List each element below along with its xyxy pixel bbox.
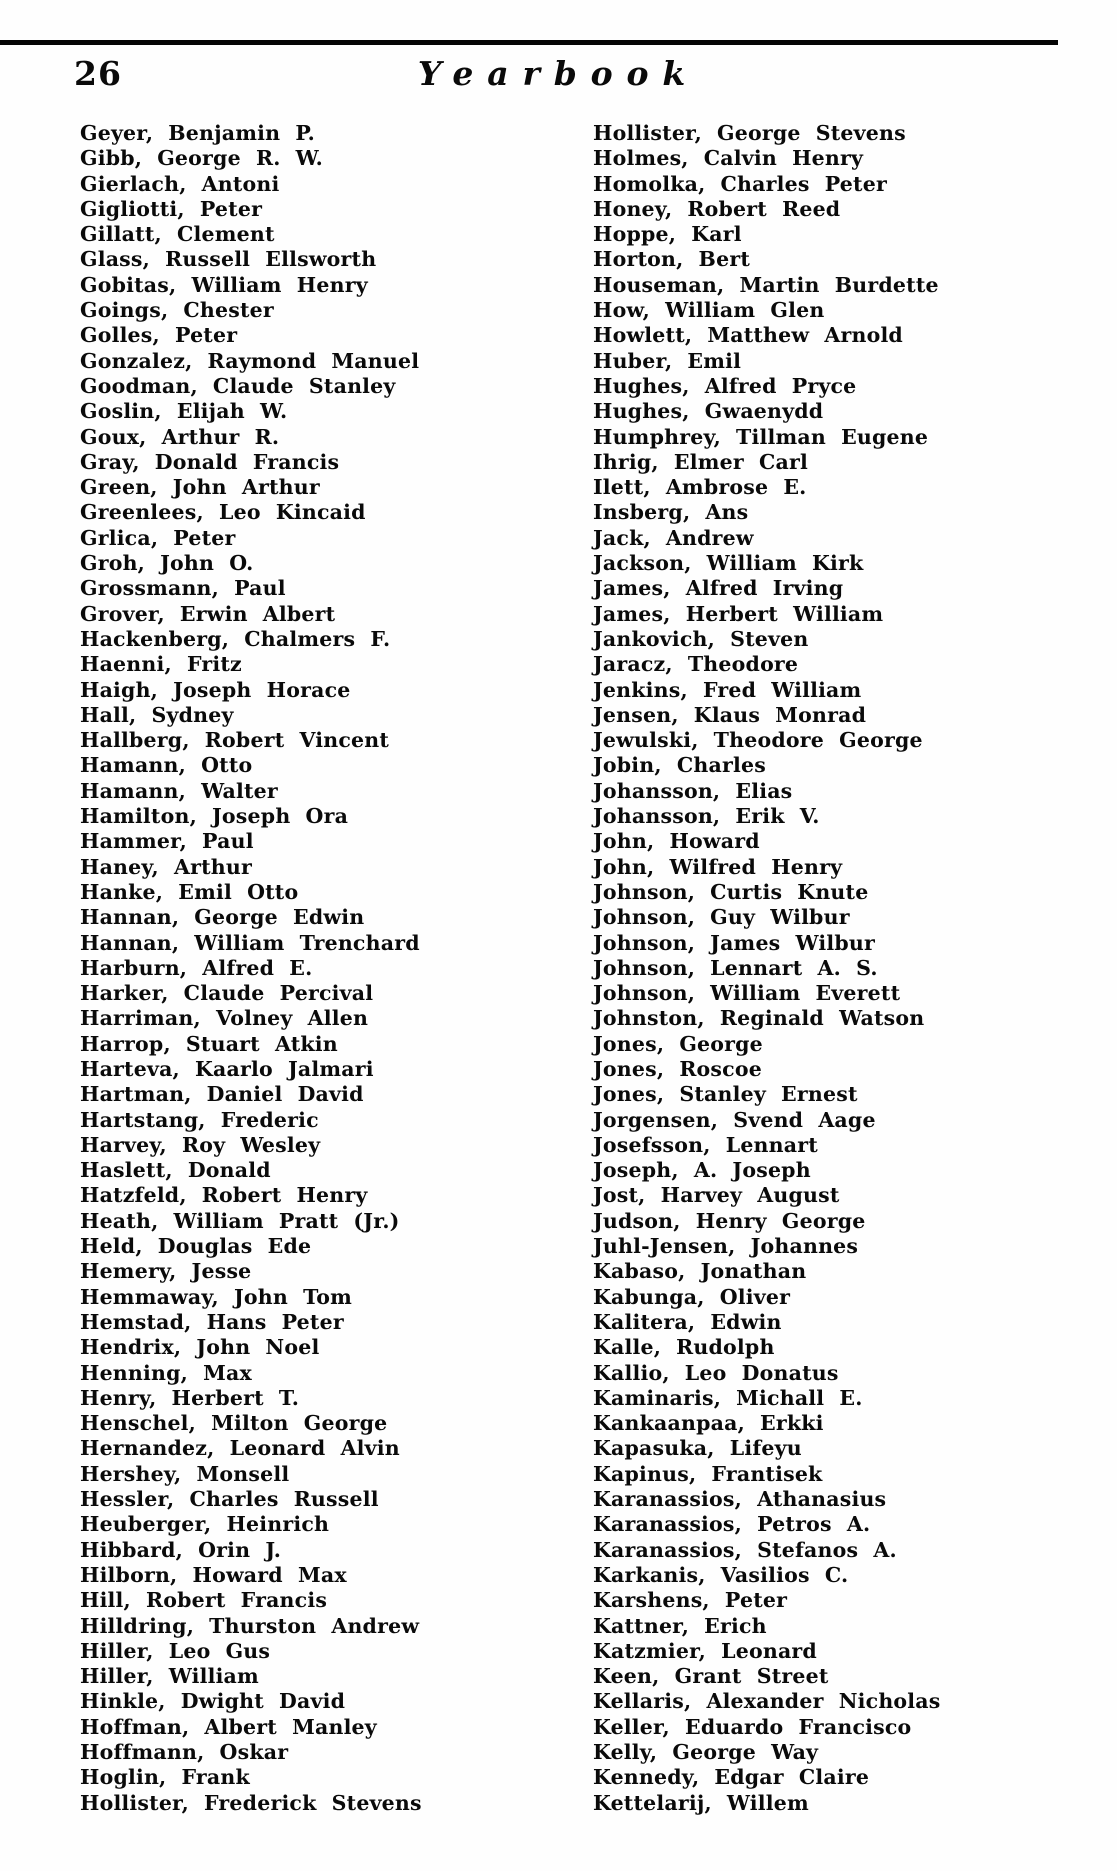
list-item: Hamann, Walter: [80, 778, 278, 803]
list-item: Hibbard, Orin J.: [80, 1537, 282, 1562]
list-item: Hollister, Frederick Stevens: [80, 1790, 422, 1815]
list-item: Hemstad, Hans Peter: [80, 1309, 344, 1334]
list-item: Jenkins, Fred William: [593, 677, 862, 702]
list-item: Ilett, Ambrose E.: [593, 475, 807, 500]
list-item: Goodman, Claude Stanley: [80, 373, 396, 398]
list-item: Johansson, Elias: [593, 778, 793, 803]
list-item: Hollister, George Stevens: [593, 121, 906, 145]
list-item: Horton, Bert: [593, 247, 750, 272]
list-item: Hamilton, Joseph Ora: [80, 804, 349, 829]
list-item: James, Herbert William: [593, 601, 884, 626]
list-item: Hughes, Gwaenydd: [593, 399, 824, 424]
list-item: Gillatt, Clement: [80, 222, 275, 247]
list-item: Grlica, Peter: [80, 525, 236, 550]
list-item: Henschel, Milton George: [80, 1411, 388, 1436]
list-item: Harrop, Stuart Atkin: [80, 1031, 338, 1056]
list-item: Gobitas, William Henry: [80, 272, 368, 297]
list-item: Keller, Eduardo Francisco: [593, 1714, 912, 1739]
list-item: Honey, Robert Reed: [593, 196, 841, 221]
page-title: Yearbook: [417, 54, 700, 93]
list-item: Hammer, Paul: [80, 829, 254, 854]
list-item: Hoglin, Frank: [80, 1765, 250, 1790]
list-item: Jankovich, Steven: [593, 626, 809, 651]
page-number: 26: [74, 54, 122, 93]
list-item: Jost, Harvey August: [593, 1183, 840, 1208]
list-item: Hessler, Charles Russell: [80, 1487, 379, 1512]
list-item: Hilldring, Thurston Andrew: [80, 1613, 420, 1638]
list-item: Houseman, Martin Burdette: [593, 272, 939, 297]
list-item: Hernandez, Leonard Alvin: [80, 1436, 400, 1461]
list-item: Joseph, A. Joseph: [593, 1158, 811, 1183]
list-item: Kalitera, Edwin: [593, 1309, 782, 1334]
list-item: Kennedy, Edgar Claire: [593, 1765, 870, 1790]
name-column-left: [80, 121, 570, 1816]
list-item: Karanassios, Athanasius: [593, 1487, 887, 1512]
list-item: Hartman, Daniel David: [80, 1082, 364, 1107]
list-item: Kallio, Leo Donatus: [593, 1360, 839, 1385]
list-item: Glass, Russell Ellsworth: [80, 247, 377, 272]
list-item: Hoppe, Karl: [593, 222, 742, 247]
list-item: How, William Glen: [593, 298, 825, 323]
list-item: Green, John Arthur: [80, 475, 320, 500]
list-item: Ihrig, Elmer Carl: [593, 449, 808, 474]
list-item: Karanassios, Petros A.: [593, 1512, 871, 1537]
list-item: Kabaso, Jonathan: [593, 1259, 807, 1284]
list-item: Hershey, Monsell: [80, 1461, 290, 1486]
list-item: Haenni, Fritz: [80, 652, 242, 677]
list-item: Harburn, Alfred E.: [80, 955, 313, 980]
list-item: Johnston, Reginald Watson: [593, 1006, 925, 1031]
list-item: Jack, Andrew: [593, 525, 754, 550]
list-item: Insberg, Ans: [593, 500, 749, 525]
list-item: Hilborn, Howard Max: [80, 1562, 347, 1587]
list-item: Johnson, Lennart A. S.: [593, 955, 878, 980]
scan-artifact-line: [0, 40, 1058, 45]
list-item: Hall, Sydney: [80, 702, 234, 727]
list-item: Harker, Claude Percival: [80, 981, 374, 1006]
list-item: Johnson, Guy Wilbur: [593, 905, 850, 930]
list-item: Johansson, Erik V.: [593, 804, 820, 829]
list-item: Gierlach, Antoni: [80, 171, 280, 196]
list-item: Holmes, Calvin Henry: [593, 146, 864, 171]
list-item: Jewulski, Theodore George: [593, 728, 923, 753]
list-item: Jones, Stanley Ernest: [593, 1082, 858, 1107]
list-item: Hannan, George Edwin: [80, 905, 365, 930]
list-item: Jaracz, Theodore: [593, 652, 799, 677]
list-item: Kalle, Rudolph: [593, 1335, 775, 1360]
list-item: John, Howard: [593, 829, 760, 854]
list-item: Henry, Herbert T.: [80, 1385, 300, 1410]
list-item: Hendrix, John Noel: [80, 1335, 320, 1360]
list-item: Gigliotti, Peter: [80, 196, 263, 221]
list-item: Harvey, Roy Wesley: [80, 1132, 321, 1157]
list-item: Gibb, George R. W.: [80, 146, 324, 171]
list-item: Hoffmann, Oskar: [80, 1740, 289, 1764]
list-item: Hanke, Emil Otto: [80, 879, 299, 904]
list-item: Hartstang, Frederic: [80, 1107, 319, 1132]
list-item: Hackenberg, Chalmers F.: [80, 626, 391, 651]
list-item: Goux, Arthur R.: [80, 424, 280, 449]
list-item: Karshens, Peter: [593, 1588, 788, 1613]
list-item: Hiller, Leo Gus: [80, 1638, 271, 1663]
list-item: Haney, Arthur: [80, 854, 252, 879]
list-item: Haigh, Joseph Horace: [80, 677, 351, 702]
list-item: Hiller, William: [80, 1664, 259, 1689]
list-item: Hoffman, Albert Manley: [80, 1714, 377, 1739]
list-item: Jobin, Charles: [593, 753, 766, 778]
list-item: Jones, George: [593, 1031, 763, 1056]
list-item: Jorgensen, Svend Aage: [593, 1107, 876, 1132]
list-item: Howlett, Matthew Arnold: [593, 323, 903, 348]
list-item: Kellaris, Alexander Nicholas: [593, 1689, 941, 1714]
list-item: Karkanis, Vasilios C.: [593, 1562, 849, 1587]
list-item: Hallberg, Robert Vincent: [80, 728, 390, 753]
list-item: Goslin, Elijah W.: [80, 399, 288, 424]
list-item: Hamann, Otto: [80, 753, 253, 778]
list-item: Hannan, William Trenchard: [80, 930, 420, 955]
list-item: Groh, John O.: [80, 551, 254, 576]
list-item: Hemmaway, John Tom: [80, 1284, 352, 1309]
list-item: Held, Douglas Ede: [80, 1234, 312, 1259]
list-item: Humphrey, Tillman Eugene: [593, 424, 929, 449]
list-item: Karanassios, Stefanos A.: [593, 1537, 897, 1562]
list-item: Judson, Henry George: [593, 1208, 866, 1233]
list-item: Kelly, George Way: [593, 1740, 819, 1764]
list-item: Jackson, William Kirk: [593, 551, 864, 576]
list-item: Golles, Peter: [80, 323, 238, 348]
list-item: Juhl-Jensen, Johannes: [593, 1234, 859, 1259]
list-item: Jones, Roscoe: [593, 1056, 762, 1081]
list-item: Josefsson, Lennart: [593, 1132, 818, 1157]
list-item: Hill, Robert Francis: [80, 1588, 328, 1613]
list-item: Heuberger, Heinrich: [80, 1512, 330, 1537]
list-item: Katzmier, Leonard: [593, 1638, 817, 1663]
list-item: Kapasuka, Lifeyu: [593, 1436, 802, 1461]
list-item: Grover, Erwin Albert: [80, 601, 336, 626]
list-item: Kankaanpaa, Erkki: [593, 1411, 824, 1436]
list-item: Gonzalez, Raymond Manuel: [80, 348, 420, 373]
list-item: Grossmann, Paul: [80, 576, 286, 601]
list-item: John, Wilfred Henry: [593, 854, 843, 879]
list-item: Huber, Emil: [593, 348, 742, 373]
list-item: Kabunga, Oliver: [593, 1284, 791, 1309]
list-item: Kattner, Erich: [593, 1613, 767, 1638]
list-item: Heath, William Pratt (Jr.): [80, 1208, 400, 1233]
list-item: Harriman, Volney Allen: [80, 1006, 369, 1031]
list-item: Hatzfeld, Robert Henry: [80, 1183, 368, 1208]
list-item: Johnson, James Wilbur: [593, 930, 876, 955]
list-item: Kaminaris, Michall E.: [593, 1385, 863, 1410]
list-item: Henning, Max: [80, 1360, 252, 1385]
name-column-right: [593, 121, 1117, 1816]
list-item: Greenlees, Leo Kincaid: [80, 500, 366, 525]
list-item: Johnson, Curtis Knute: [593, 879, 869, 904]
list-item: Gray, Donald Francis: [80, 449, 340, 474]
list-item: Kapinus, Frantisek: [593, 1461, 823, 1486]
page-header: [0, 54, 1117, 100]
list-item: James, Alfred Irving: [593, 576, 844, 601]
list-item: Homolka, Charles Peter: [593, 171, 887, 196]
list-item: Keen, Grant Street: [593, 1664, 829, 1689]
list-item: Hemery, Jesse: [80, 1259, 252, 1284]
list-item: Hughes, Alfred Pryce: [593, 373, 857, 398]
list-item: Hinkle, Dwight David: [80, 1689, 346, 1714]
list-item: Harteva, Kaarlo Jalmari: [80, 1056, 374, 1081]
list-item: Johnson, William Everett: [593, 981, 901, 1006]
list-item: Goings, Chester: [80, 298, 274, 323]
list-item: Geyer, Benjamin P.: [80, 121, 315, 145]
list-item: Haslett, Donald: [80, 1158, 271, 1183]
list-item: Jensen, Klaus Monrad: [593, 702, 867, 727]
list-item: Kettelarij, Willem: [593, 1790, 809, 1815]
